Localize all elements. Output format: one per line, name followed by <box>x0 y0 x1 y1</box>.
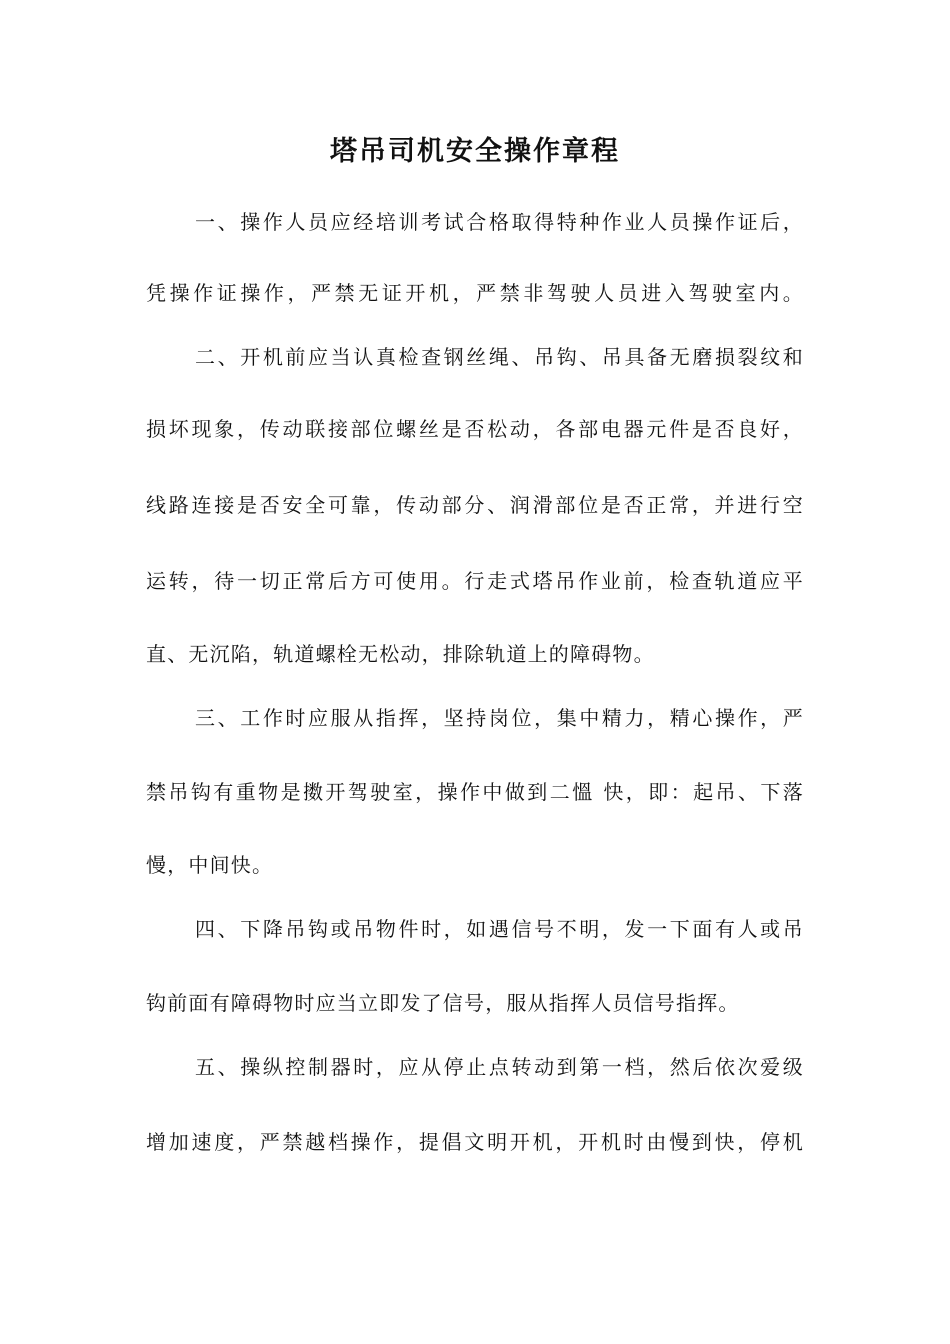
document-title: 塔吊司机安全操作章程 <box>330 136 620 167</box>
paragraph-line: 五、操纵控制器时，应从停止点转动到第一档，然后依次爱级 <box>195 1055 804 1079</box>
paragraph-line: 增加速度，严禁越档操作，提倡文明开机，开机时由慢到快，停机 <box>146 1130 804 1154</box>
paragraph-line: 四、下降吊钩或吊物件时，如遇信号不明，发一下面有人或吊 <box>195 917 804 941</box>
paragraph-line: 钩前面有障碍物时应当立即发了信号，服从指挥人员信号指挥。 <box>146 991 740 1015</box>
paragraph-line: 损坏现象，传动联接部位螺丝是否松动，各部电器元件是否良好， <box>146 417 804 441</box>
paragraph-line: 慢，中间快。 <box>146 853 274 877</box>
paragraph-line: 二、开机前应当认真检查钢丝绳、吊钩、吊具备无磨损裂纹和 <box>195 345 804 369</box>
paragraph-line: 三、工作时应服从指挥，坚持岗位，集中精力，精心操作，严 <box>195 706 804 730</box>
paragraph-line: 禁吊钩有重物是擞开驾驶室，操作中做到二慍 快，即：起吊、下落 <box>146 780 804 804</box>
paragraph-line: 直、无沉陷，轨道螺栓无松动，排除轨道上的障碍物。 <box>146 642 655 666</box>
paragraph-line: 运转，待一切正常后方可使用。行走式塔吊作业前，检查轨道应平 <box>146 569 804 593</box>
paragraph-line: 一、操作人员应经培训考试合格取得特种作业人员操作证后， <box>195 210 804 234</box>
paragraph-line: 凭操作证操作，严禁无证开机，严禁非驾驶人员进入驾驶室内。 <box>146 281 804 305</box>
paragraph-line: 线路连接是否安全可靠，传动部分、润滑部位是否正常，并进行空 <box>146 493 804 517</box>
